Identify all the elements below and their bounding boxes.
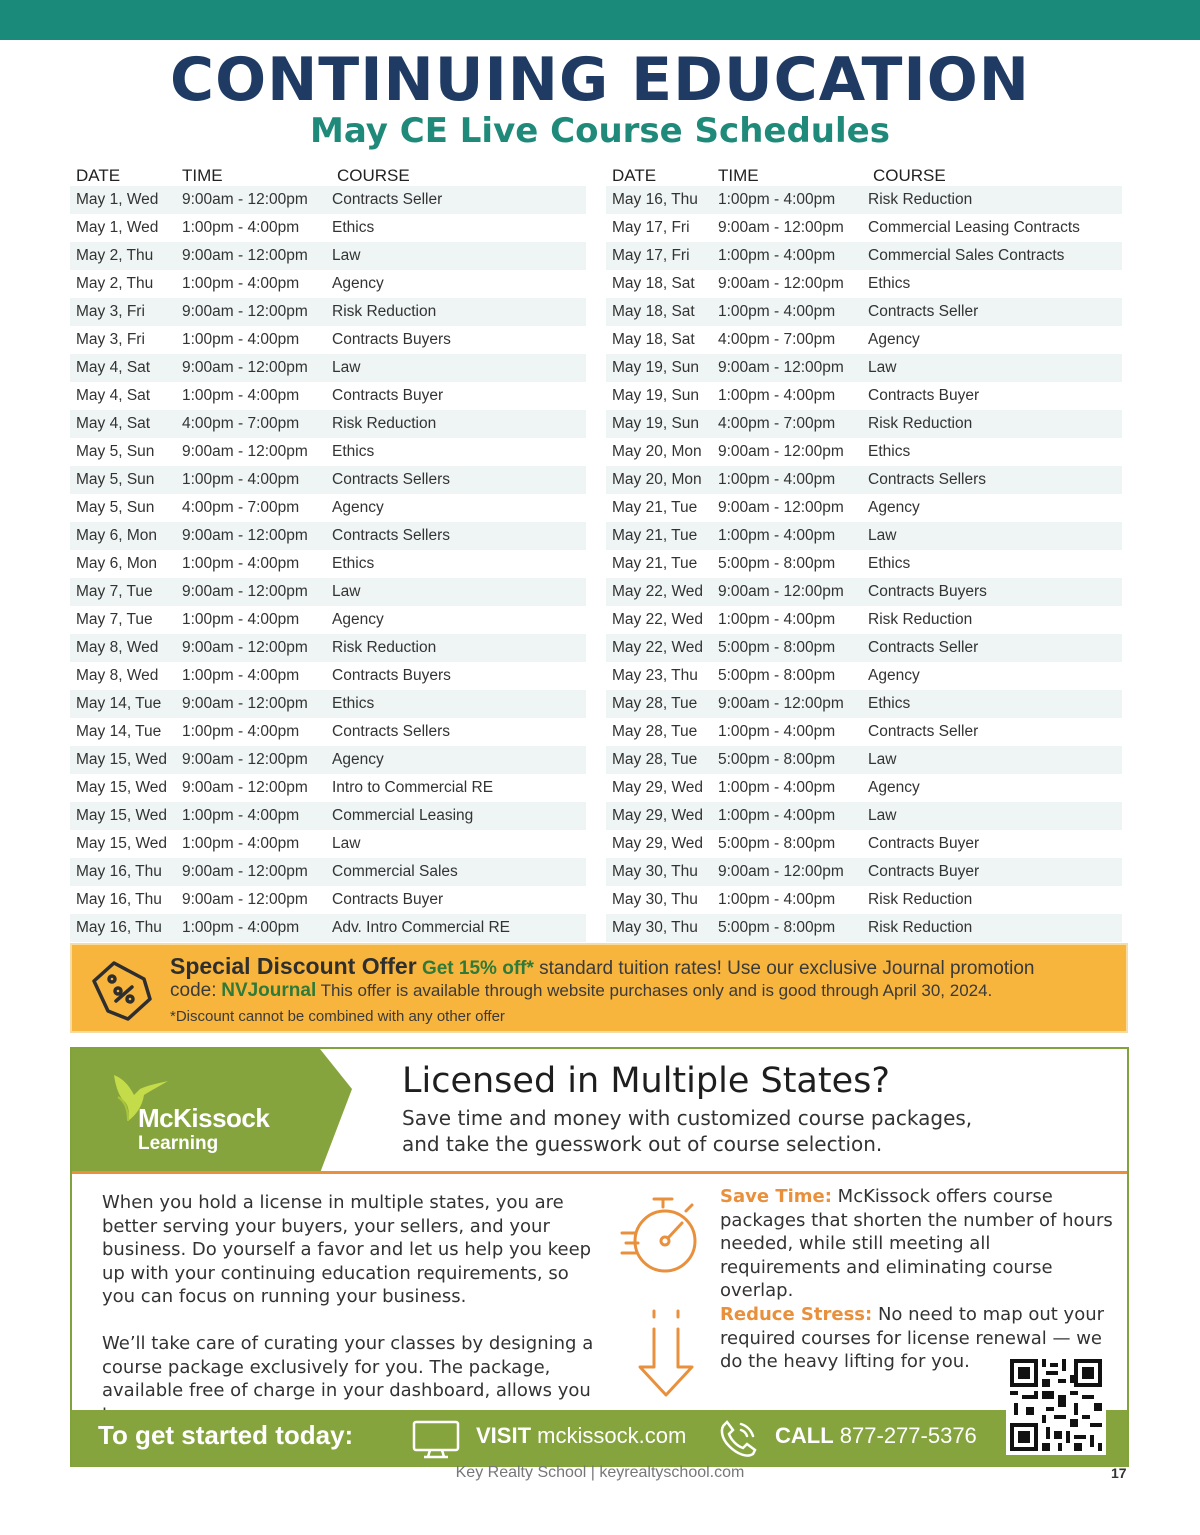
discount-tag-icon [88,955,158,1025]
row-date: May 5, Sun [76,443,155,460]
table-row [606,326,1122,354]
down-arrow-icon [636,1307,696,1399]
table-row [606,746,1122,774]
row-date: May 14, Tue [76,723,162,740]
cta-call-link[interactable] [775,1423,977,1449]
row-date: May 1, Wed [76,191,159,208]
row-date: May 30, Thu [612,891,698,908]
row-course: Risk Reduction [868,415,973,432]
row-course: Agency [868,331,920,348]
table-row [70,690,586,718]
table-row [70,802,586,830]
row-course: Risk Reduction [332,639,437,656]
row-time: 1:00pm - 4:00pm [182,387,300,404]
row-time: 1:00pm - 4:00pm [182,219,300,236]
table-row [606,662,1122,690]
page-number: 17 [1111,1465,1127,1481]
row-course: Contracts Buyer [868,835,980,852]
feature-reduce-stress-key: Reduce Stress: [720,1304,873,1325]
row-date: May 30, Thu [612,863,698,880]
row-time: 1:00pm - 4:00pm [718,527,836,544]
row-date: May 28, Tue [612,751,698,768]
row-date: May 6, Mon [76,527,157,544]
table-row [70,914,586,942]
row-course: Risk Reduction [332,415,437,432]
row-time: 1:00pm - 4:00pm [182,555,300,572]
table-row [70,214,586,242]
row-time: 9:00am - 12:00pm [718,275,844,292]
row-time: 9:00am - 12:00pm [182,695,308,712]
row-course: Ethics [332,219,375,236]
discount-line-2 [170,980,992,1002]
cta-visit-link[interactable] [476,1423,686,1449]
row-course: Commercial Leasing [332,807,474,824]
mckissock-brand: McKissock [138,1103,270,1133]
table-row [70,774,586,802]
page-footer: Key Realty School | keyrealtyschool.com [455,1464,745,1481]
row-time: 1:00pm - 4:00pm [718,723,836,740]
row-course: Commercial Sales Contracts [868,247,1065,264]
row-course: Agency [868,779,920,796]
row-date: May 4, Sat [76,415,151,432]
row-time: 9:00am - 12:00pm [718,583,844,600]
row-time: 9:00am - 12:00pm [182,891,308,908]
row-date: May 2, Thu [76,275,154,292]
table-row [70,550,586,578]
table-row [606,802,1122,830]
table-row [70,522,586,550]
table-row [70,886,586,914]
row-course: Contracts Sellers [332,471,451,488]
cta-phone: 877-277-5376 [839,1423,977,1448]
row-time: 5:00pm - 8:00pm [718,667,836,684]
schedule-header [606,164,1122,186]
row-course: Contracts Buyer [332,387,444,404]
row-time: 1:00pm - 4:00pm [718,387,836,404]
row-time: 1:00pm - 4:00pm [718,303,836,320]
row-date: May 3, Fri [76,303,145,320]
table-row [70,494,586,522]
discount-highlight: Get 15% off* [421,958,534,979]
qr-code[interactable] [1006,1355,1106,1455]
discount-code: NVJournal [221,980,317,1001]
table-row [606,550,1122,578]
ad-paragraph-2: We’ll take care of curating your classes by designing a course package exclusively for you. The package, available free of charge in your dashboard, allows you [102,1333,594,1401]
row-course: Risk Reduction [868,191,973,208]
row-date: May 22, Wed [612,639,704,656]
discount-text-2: This offer is available through website purchases only and is good through April 30, 2024. [320,981,993,1000]
feature-save-time-key: Save Time: [720,1186,832,1207]
page-title: CONTINUING EDUCATION [170,45,1030,115]
row-date: May 18, Sat [612,303,695,320]
row-time: 1:00pm - 4:00pm [182,835,300,852]
table-row [606,410,1122,438]
row-time: 9:00am - 12:00pm [182,527,308,544]
row-course: Contracts Buyers [868,583,987,600]
row-course: Law [868,807,897,824]
table-row [70,606,586,634]
row-date: May 28, Tue [612,723,698,740]
row-time: 1:00pm - 4:00pm [182,471,300,488]
row-course: Contracts Seller [868,723,979,740]
row-time: 1:00pm - 4:00pm [182,667,300,684]
row-date: May 18, Sat [612,331,695,348]
ad-paragraph-1: When you hold a license in multiple states, you are better serving your buyers, your sellers, and your business. Do yourself a favor and let us help you keep up with your continuing education requirements, so you can focus on running your business. [102,1192,592,1307]
row-time: 1:00pm - 4:00pm [718,611,836,628]
row-date: May 28, Tue [612,695,698,712]
row-time: 9:00am - 12:00pm [718,443,844,460]
phone-icon [717,1418,761,1460]
stopwatch-icon [620,1195,702,1275]
table-row [606,634,1122,662]
row-date: May 15, Wed [76,835,168,852]
table-row [606,578,1122,606]
row-course: Intro to Commercial RE [332,779,494,796]
discount-code-label: code: [170,980,217,1001]
row-date: May 15, Wed [76,807,168,824]
row-time: 1:00pm - 4:00pm [718,779,836,796]
row-course: Contracts Sellers [332,527,451,544]
row-course: Contracts Buyers [332,331,451,348]
schedule-header [70,164,586,186]
table-row [606,270,1122,298]
table-row [606,186,1122,214]
table-row [70,410,586,438]
row-course: Contracts Buyer [868,863,980,880]
table-row [70,466,586,494]
row-course: Adv. Intro Commercial RE [332,919,511,936]
top-bar [0,0,1200,40]
table-row [70,662,586,690]
row-date: May 5, Sun [76,499,155,516]
ad-subheading: Save time and money with customized course packages, and take the guesswork out of course selection. [402,1106,973,1156]
discount-line-1 [170,953,1034,980]
row-time: 5:00pm - 8:00pm [718,639,836,656]
discount-note: *Discount cannot be combined with any other offer [170,1008,505,1025]
row-date: May 21, Tue [612,527,698,544]
row-course: Ethics [332,695,375,712]
row-date: May 29, Wed [612,779,704,796]
row-course: Law [868,527,897,544]
row-date: May 17, Fri [612,219,690,236]
row-time: 9:00am - 12:00pm [718,499,844,516]
row-time: 5:00pm - 8:00pm [718,835,836,852]
row-course: Commercial Leasing Contracts [868,219,1080,236]
row-time: 1:00pm - 4:00pm [182,919,300,936]
row-course: Contracts Buyer [332,891,444,908]
table-row [606,830,1122,858]
table-row [70,578,586,606]
row-time: 1:00pm - 4:00pm [718,807,836,824]
feature-save-time [720,1185,1115,1303]
row-date: May 19, Sun [612,387,700,404]
row-time: 9:00am - 12:00pm [182,751,308,768]
row-course: Contracts Sellers [868,471,987,488]
table-row [606,522,1122,550]
row-date: May 20, Mon [612,471,702,488]
discount-text-1: standard tuition rates! Use our exclusive Journal promotion [539,958,1035,979]
table-row [70,746,586,774]
row-date: May 21, Tue [612,555,698,572]
row-date: May 20, Mon [612,443,702,460]
row-date: May 15, Wed [76,779,168,796]
row-date: May 21, Tue [612,499,698,516]
schedule-rows-left [70,186,586,942]
discount-banner [70,943,1128,1033]
row-time: 9:00am - 12:00pm [718,695,844,712]
row-course: Ethics [868,443,911,460]
row-date: May 4, Sat [76,359,151,376]
row-time: 9:00am - 12:00pm [182,863,308,880]
row-time: 9:00am - 12:00pm [182,359,308,376]
cta-visit-url: mckissock.com [537,1423,687,1448]
row-course: Agency [332,751,384,768]
table-row [70,830,586,858]
cta-visit-label: VISIT [476,1423,532,1448]
monitor-icon [412,1420,460,1460]
row-date: May 19, Sun [612,359,700,376]
table-row [70,858,586,886]
orange-divider [72,1171,1127,1174]
row-time: 9:00am - 12:00pm [718,863,844,880]
row-course: Risk Reduction [332,303,437,320]
cta-bar [72,1410,1127,1466]
col-course-header: COURSE [873,166,946,185]
schedule-rows-right [606,186,1122,942]
table-row [606,242,1122,270]
page-subtitle: May CE Live Course Schedules [310,111,890,151]
row-course: Contracts Buyers [332,667,451,684]
row-time: 9:00am - 12:00pm [182,779,308,796]
row-course: Law [868,751,897,768]
table-row [70,242,586,270]
feature-save-time-text: McKissock offers course packages that shorten the number of hours needed, while still meeting all requirements and eliminating course overlap. [720,1186,1113,1301]
cta-call-label: CALL [775,1423,834,1448]
col-date-header: DATE [612,166,657,185]
table-row [70,298,586,326]
row-time: 1:00pm - 4:00pm [182,807,300,824]
table-row [606,438,1122,466]
row-date: May 29, Wed [612,807,704,824]
table-row [606,382,1122,410]
row-time: 9:00am - 12:00pm [718,219,844,236]
row-course: Ethics [332,555,375,572]
table-row [606,774,1122,802]
feature-reduce-stress-text: No need to map out your required courses for license renewal — we do the heavy lifting for you. [720,1304,1105,1372]
row-course: Agency [332,611,384,628]
row-time: 1:00pm - 4:00pm [718,471,836,488]
ad-heading: Licensed in Multiple States? [402,1061,890,1101]
row-date: May 8, Wed [76,667,159,684]
row-time: 1:00pm - 4:00pm [718,247,836,264]
row-time: 5:00pm - 8:00pm [718,555,836,572]
row-course: Ethics [868,555,911,572]
row-time: 1:00pm - 4:00pm [182,331,300,348]
row-time: 5:00pm - 8:00pm [718,919,836,936]
row-date: May 6, Mon [76,555,157,572]
schedule-table-right [606,164,1122,942]
schedule-table-left [70,164,586,942]
row-date: May 29, Wed [612,835,704,852]
row-date: May 22, Wed [612,611,704,628]
row-date: May 16, Thu [76,891,162,908]
row-time: 9:00am - 12:00pm [182,303,308,320]
row-time: 1:00pm - 4:00pm [182,275,300,292]
mckissock-logo-panel [72,1049,357,1173]
table-row [606,466,1122,494]
row-time: 9:00am - 12:00pm [718,359,844,376]
row-date: May 2, Thu [76,247,154,264]
table-row [70,354,586,382]
row-time: 1:00pm - 4:00pm [718,191,836,208]
row-date: May 8, Wed [76,639,159,656]
row-time: 5:00pm - 8:00pm [718,751,836,768]
row-date: May 5, Sun [76,471,155,488]
row-course: Agency [332,275,384,292]
row-course: Agency [868,499,920,516]
mckissock-brand-sub: Learning [138,1133,219,1154]
table-row [606,494,1122,522]
row-course: Agency [868,667,920,684]
row-date: May 7, Tue [76,611,153,628]
row-date: May 30, Thu [612,919,698,936]
row-course: Contracts Seller [868,639,979,656]
discount-title: Special Discount Offer [170,953,417,979]
col-time-header: TIME [718,166,759,185]
row-date: May 23, Thu [612,667,698,684]
row-course: Ethics [332,443,375,460]
row-date: May 17, Fri [612,247,690,264]
row-date: May 15, Wed [76,751,168,768]
row-date: May 7, Tue [76,583,153,600]
row-course: Law [332,359,361,376]
row-date: May 1, Wed [76,219,159,236]
row-time: 9:00am - 12:00pm [182,639,308,656]
table-row [606,354,1122,382]
row-course: Contracts Seller [868,303,979,320]
row-date: May 16, Thu [76,863,162,880]
row-course: Risk Reduction [868,919,973,936]
row-course: Contracts Buyer [868,387,980,404]
table-row [606,690,1122,718]
table-row [606,214,1122,242]
table-row [70,270,586,298]
row-time: 9:00am - 12:00pm [182,583,308,600]
table-row [70,634,586,662]
row-course: Ethics [868,695,911,712]
row-course: Law [332,835,361,852]
col-course-header: COURSE [337,166,410,185]
row-course: Contracts Seller [332,191,443,208]
table-row [606,718,1122,746]
row-date: May 19, Sun [612,415,700,432]
row-date: May 18, Sat [612,275,695,292]
row-course: Ethics [868,275,911,292]
row-course: Contracts Sellers [332,723,451,740]
mckissock-ad [70,1047,1129,1467]
row-date: May 14, Tue [76,695,162,712]
row-time: 1:00pm - 4:00pm [718,891,836,908]
cta-lead: To get started today: [98,1420,354,1450]
table-row [70,382,586,410]
table-row [606,298,1122,326]
row-date: May 16, Thu [612,191,698,208]
table-row [70,326,586,354]
row-time: 9:00am - 12:00pm [182,191,308,208]
row-date: May 3, Fri [76,331,145,348]
row-date: May 4, Sat [76,387,151,404]
row-time: 4:00pm - 7:00pm [718,415,836,432]
row-course: Risk Reduction [868,891,973,908]
table-row [606,914,1122,942]
col-time-header: TIME [182,166,223,185]
row-time: 1:00pm - 4:00pm [182,611,300,628]
row-date: May 16, Thu [76,919,162,936]
table-row [70,186,586,214]
row-date: May 22, Wed [612,583,704,600]
row-time: 4:00pm - 7:00pm [718,331,836,348]
col-date-header: DATE [76,166,121,185]
row-time: 4:00pm - 7:00pm [182,499,300,516]
row-time: 1:00pm - 4:00pm [182,723,300,740]
row-time: 9:00am - 12:00pm [182,247,308,264]
table-row [606,606,1122,634]
row-course: Law [868,359,897,376]
row-course: Agency [332,499,384,516]
table-row [70,438,586,466]
row-course: Risk Reduction [868,611,973,628]
row-course: Law [332,583,361,600]
row-course: Law [332,247,361,264]
table-row [70,718,586,746]
table-row [606,886,1122,914]
row-time: 9:00am - 12:00pm [182,443,308,460]
row-time: 4:00pm - 7:00pm [182,415,300,432]
row-course: Commercial Sales [332,863,458,880]
table-row [606,858,1122,886]
